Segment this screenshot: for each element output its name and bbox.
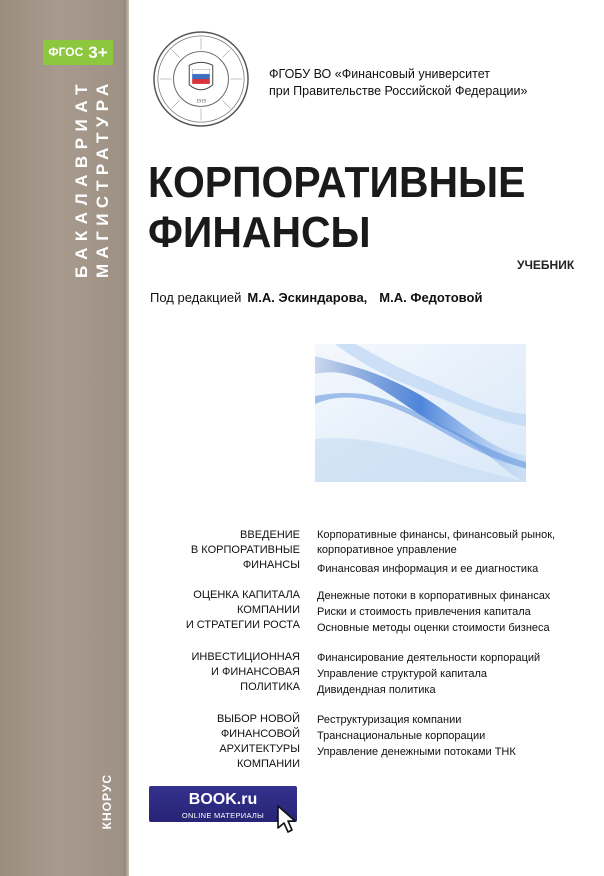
university-name — [269, 66, 589, 100]
section-item: Управление денежными потоками ТНК — [317, 746, 516, 758]
section-title-line: КОМПАНИИ — [236, 604, 300, 616]
university-line-1: ФГОБУ ВО «Финансовый университет — [269, 67, 490, 81]
editor-1: М.А. Эскиндарова, — [247, 290, 368, 305]
book-title — [148, 158, 525, 258]
fgos-level: 3+ — [88, 43, 108, 62]
editors-line — [150, 290, 482, 305]
section-title-line: КОМПАНИИ — [236, 758, 300, 770]
section-title-line: ФИНАНСОВОЙ — [220, 728, 300, 740]
section-title-line: АРХИТЕКТУРЫ — [219, 743, 300, 755]
editor-2: М.А. Федотовой — [379, 290, 483, 305]
section-title-line: ВЫБОР НОВОЙ — [216, 713, 300, 725]
section-title-line: ФИНАНСЫ — [242, 559, 300, 571]
title-line-2: ФИНАНСЫ — [148, 208, 371, 257]
book-ru-badge — [149, 786, 297, 822]
section-title-line: В КОРПОРАТИВНЫЕ — [190, 544, 300, 556]
section-title-line: ПОЛИТИКА — [240, 681, 300, 693]
section-title-line: И СТРАТЕГИИ РОСТА — [185, 619, 300, 631]
section-item: Транснациональные корпорации — [317, 730, 486, 742]
online-materials-label: ONLINE МАТЕРИАЛЫ — [181, 811, 265, 820]
university-seal-logo — [152, 30, 250, 128]
mouse-cursor-icon — [276, 804, 298, 834]
editors-prefix: Под редакцией — [150, 290, 242, 305]
cover-abstract-image — [315, 344, 526, 482]
university-line-2: при Правительстве Российской Федерации» — [269, 84, 528, 98]
level-bachelor: БАКАЛАВРИАТ — [72, 78, 91, 279]
section-item: Дивидендная политика — [317, 684, 436, 696]
book-type-label: УЧЕБНИК — [517, 258, 575, 272]
section-item: Управление структурой капитала — [317, 668, 487, 680]
spine-edge — [124, 0, 129, 876]
section-item: Финансирование деятельности корпораций — [317, 652, 541, 664]
book-ru-label: BOOK.ru — [188, 791, 258, 808]
section-item: Денежные потоки в корпоративных финансах — [317, 590, 551, 602]
section-item: Финансовая информация и ее диагностика — [317, 563, 539, 575]
seal-year: 1919 — [196, 99, 206, 105]
section-title-line: И ФИНАНСОВАЯ — [211, 666, 300, 678]
section-title-line: ОЦЕНКА КАПИТАЛА — [193, 589, 300, 601]
section-title-line: ИНВЕСТИЦИОННАЯ — [191, 651, 300, 663]
fgos-label: ФГОС — [48, 45, 84, 59]
publisher-name: КНОРУС — [100, 774, 114, 830]
section-item: корпоративное управление — [317, 544, 457, 556]
section-item: Корпоративные финансы, финансовый рынок, — [317, 529, 556, 541]
section-item: Основные методы оценки стоимости бизнеса — [317, 622, 550, 634]
section-title-line: ВВЕДЕНИЕ — [240, 529, 300, 541]
section-item: Риски и стоимость привлечения капитала — [317, 606, 531, 618]
fgos-badge — [43, 40, 113, 65]
level-master: МАГИСТРАТУРА — [93, 78, 112, 278]
title-line-1: КОРПОРАТИВНЫЕ — [148, 158, 526, 207]
section-item: Реструктуризация компании — [317, 714, 462, 726]
